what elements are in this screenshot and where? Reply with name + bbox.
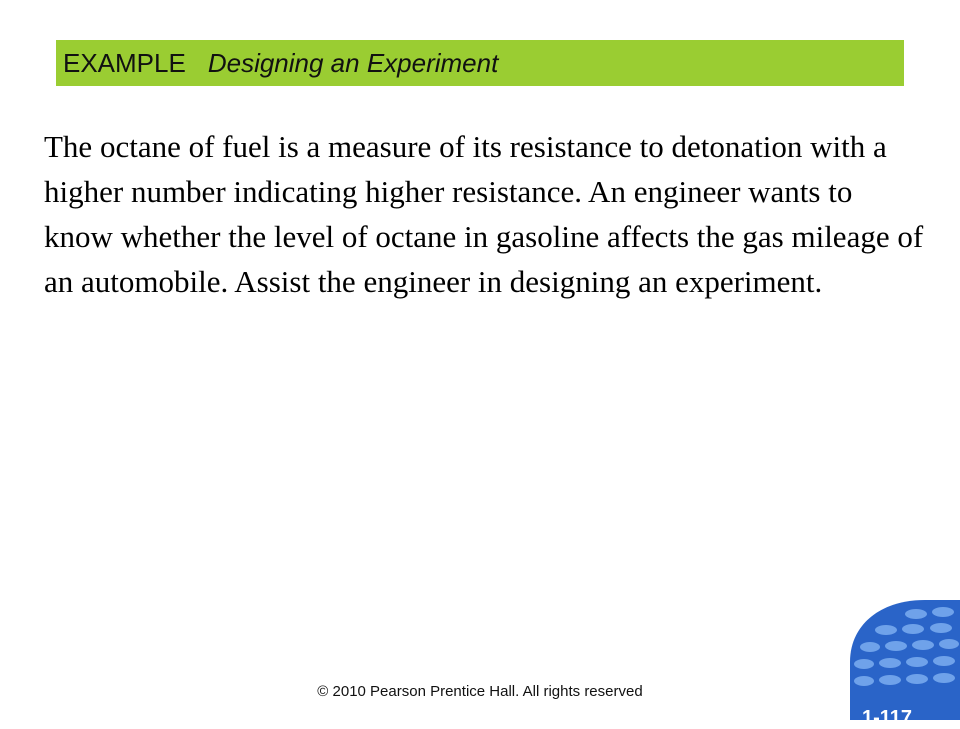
example-header-bar bbox=[56, 40, 904, 86]
example-title: Designing an Experiment bbox=[207, 47, 499, 78]
slide-number: 1-117 bbox=[862, 707, 913, 729]
example-label: EXAMPLE bbox=[63, 47, 186, 78]
corner-dots-graphic bbox=[850, 600, 960, 720]
dots-icon bbox=[850, 600, 960, 720]
copyright-footer: © 2010 Pearson Prentice Hall. All rights reserved bbox=[317, 683, 643, 700]
example-body-text: The octane of fuel is a measure of its resistance to detonation with a higher number indicating higher resistance. An engineer wants to know whether the level of octane in gasoline affects the gas mileage of an automobile. Assist the engineer in designing an experiment. bbox=[44, 129, 924, 299]
